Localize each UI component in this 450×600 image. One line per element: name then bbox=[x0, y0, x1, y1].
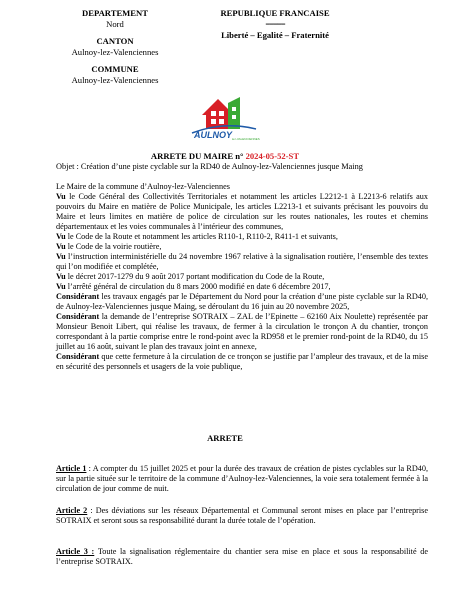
department-title: DEPARTEMENT bbox=[82, 8, 148, 18]
article-3: Article 3 : Toute la signalisation réglementaire du chantier sera mise en place et sous la responsabilité de l’entreprise SOTRAIX. bbox=[56, 547, 428, 566]
preamble-considerant-3: Considérant que cette fermeture à la circulation de ce tronçon se justifie par l’ampleur des travaux, et de la mise en sécurité des personnels et usagers de la voie publique, bbox=[56, 352, 428, 371]
decree-title bbox=[0, 151, 450, 161]
decree-number: 2024-05-52-ST bbox=[245, 151, 300, 161]
preamble-considerant-1: Considérant les travaux engagés par le Département du Nord pour la création d’une piste cyclable sur la RD40, de Aulnoy-lez-Valenciennes jusque Maing, se déroulant du 16 juin au 20 novembre 2025, bbox=[56, 292, 428, 311]
preamble-intro: Le Maire de la commune d’Aulnoy-lez-Valenciennes bbox=[56, 182, 230, 191]
preamble-vu-1: Vu le Code Général des Collectivités Territoriales et notamment les articles L2212-1 à L2213-6 relatifs aux pouvoirs du Maire en matière de Police Municipale, les articles L2213-1 et suivants précisant les pouvoirs du Maire et leurs limites en matière de police de circulation sur les routes nationales, les routes et chemins départementaux et les voies communales à l’intérieur des communes, bbox=[56, 192, 428, 231]
preamble-vu-3: Vu le Code de la voirie routière, bbox=[56, 242, 162, 251]
preamble-vu-6: Vu l’arrêté général de circulation du 8 mars 2000 modifié en date 6 décembre 2017, bbox=[56, 282, 331, 291]
decree-subject: Objet : Création d’une piste cyclable sur la RD40 de Aulnoy-lez-Valenciennes jusque Maing bbox=[56, 162, 363, 171]
preamble-vu-5: Vu le décret 2017-1279 du 9 août 2017 portant modification du Code de la Route, bbox=[56, 272, 325, 281]
town-logo bbox=[188, 93, 260, 141]
header-separator: ===== bbox=[265, 19, 285, 29]
republic-title: REPUBLIQUE FRANCAISE bbox=[220, 8, 330, 18]
logo-subtext: lez-VALENCIENNES bbox=[232, 137, 260, 141]
logo-text: AULNOY bbox=[194, 130, 232, 140]
department-name: Nord bbox=[106, 19, 124, 29]
commune-title: COMMUNE bbox=[91, 64, 139, 74]
republic-motto: Liberté – Egalité – Fraternité bbox=[221, 30, 329, 40]
canton-title: CANTON bbox=[96, 36, 134, 46]
preamble-considerant-2: Considérant la demande de l’entreprise SOTRAIX – ZAL de l’Epinette – 62160 Aix Noulette) représentée par Monsieur Benoit Libert, qui réalise les travaux, de fermer à la circulation le tronçon A du chantier, tronçon correspondant à la partie comprise entre le rond-point avec la RD958 et le premier rond-point de la RD40, du 15 juillet au 16 août, suivant le plan des travaux joint en annexe, bbox=[56, 312, 428, 351]
preamble-vu-2: Vu le Code de la Route et notamment les articles R110-1, R110-2, R411-1 et suivants, bbox=[56, 232, 338, 241]
commune-name: Aulnoy-lez-Valenciennes bbox=[71, 75, 159, 85]
canton-name: Aulnoy-lez-Valenciennes bbox=[71, 47, 159, 57]
preamble bbox=[56, 182, 428, 372]
header-left bbox=[50, 8, 180, 86]
article-1: Article 1 : A compter du 15 juillet 2025 et pour la durée des travaux de création de pistes cyclables sur la RD40, sur la partie située sur le territoire de la commune d’Aulnoy-lez-Valenciennes, la voie sera totalement fermée à la circulation de jour comme de nuit. bbox=[56, 464, 429, 493]
article-2: Article 2 : Des déviations sur les réseaux Départemental et Communal seront mises en place par l’entreprise SOTRAIX et seront sous sa responsabilité durant la durée totale de l’opération. bbox=[56, 506, 428, 525]
preamble-vu-4: Vu l’instruction interministérielle du 24 novembre 1967 relative à la signalisation routière, l’ensemble des textes qui l’on modifiée et complétée, bbox=[56, 252, 428, 271]
header-right bbox=[170, 8, 380, 41]
decree-title-prefix: ARRETE DU MAIRE n° bbox=[150, 151, 244, 161]
arrete-heading: ARRETE bbox=[207, 433, 243, 443]
